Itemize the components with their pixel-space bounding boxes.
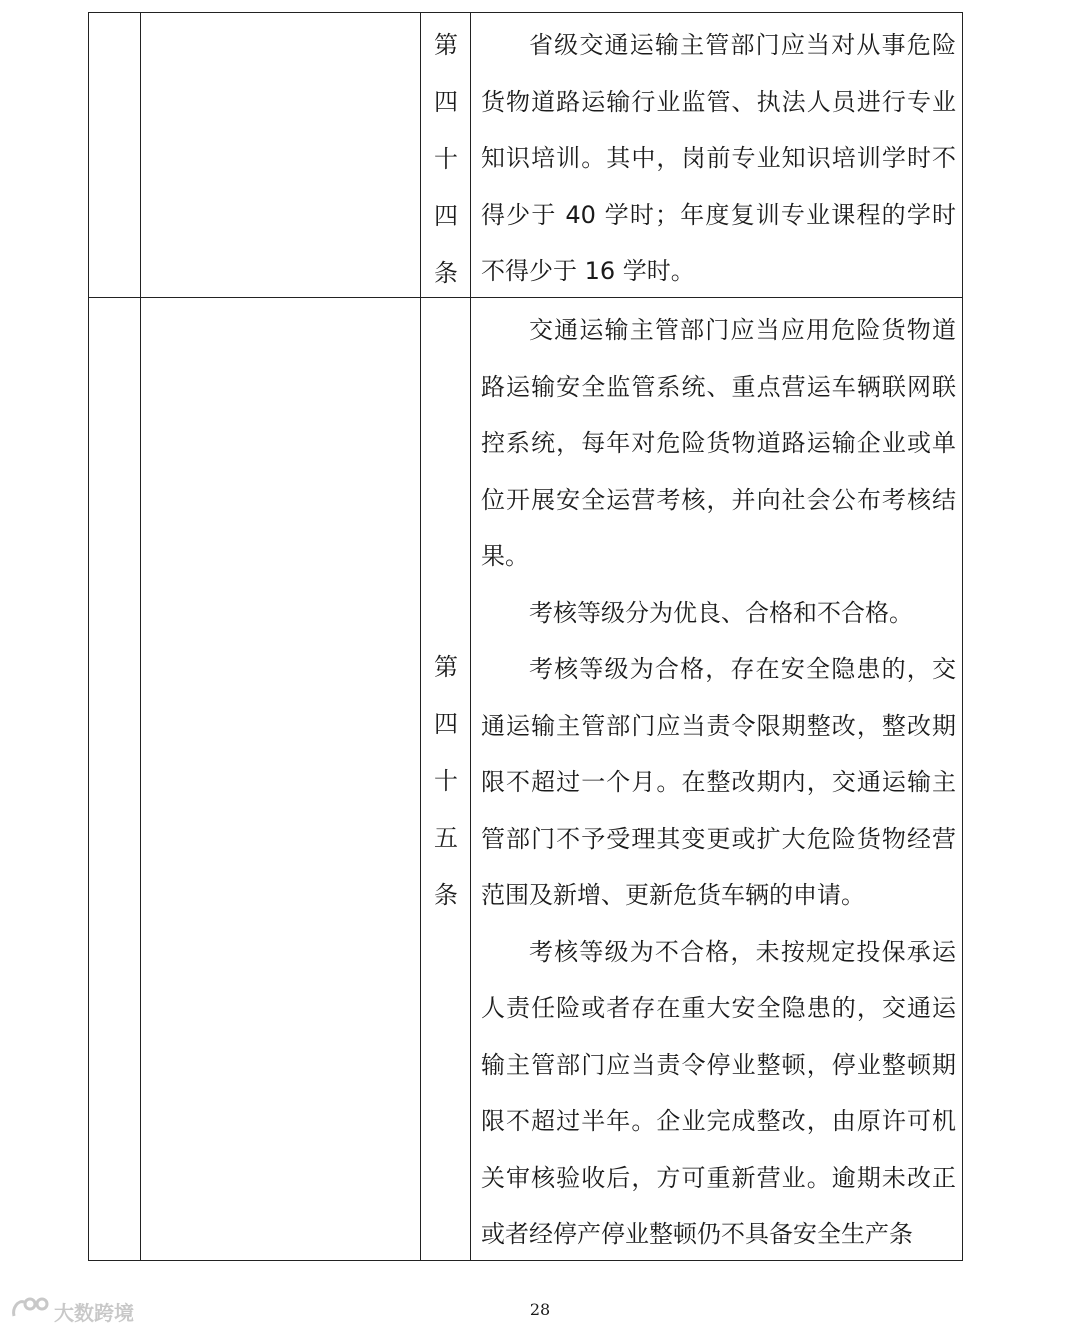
page-number: 28 — [529, 1300, 551, 1319]
paragraph: 考核等级为不合格，未按规定投保承运人责任险或者存在重大安全隐患的，交通运输主管部门应当责令停业整顿，停业整顿期限不超过半年。企业完成整改，由原许可机关审核验收后，方可重新营业。逾期未改正或者经停产停业整顿仍不具备安全生产条 — [481, 937, 956, 1248]
table-row-article-45 — [88, 297, 963, 1261]
paragraph: 省级交通运输主管部门应当对从事危险货物道路运输行业监管、执法人员进行专业知识培训。其中，岗前专业知识培训学时不得少于 40 学时；年度复训专业课程的学时不得少于 16 学时。 — [481, 31, 956, 285]
watermark-text: 大数跨境 — [54, 1301, 134, 1325]
article-label-char: 五 — [434, 824, 458, 852]
article-content — [481, 302, 956, 1263]
article-label-cell — [421, 13, 471, 297]
article-label-cell — [421, 298, 471, 1260]
article-label-char: 条 — [434, 881, 458, 909]
paragraph: 考核等级分为优良、合格和不合格。 — [529, 598, 913, 627]
paragraph: 交通运输主管部门应当应用危险货物道路运输安全监管系统、重点营运车辆联网联控系统，每年对危险货物道路运输企业或单位开展安全运营考核，并向社会公布考核结果。 — [481, 316, 956, 570]
article-label-char: 四 — [434, 710, 458, 738]
regulation-table — [88, 12, 963, 1261]
table-cell-empty-2 — [141, 13, 421, 297]
article-label — [421, 17, 471, 302]
article-label-char: 四 — [434, 88, 458, 116]
article-label-char: 十 — [434, 145, 458, 173]
table-cell-empty-2 — [141, 298, 421, 1260]
article-content-cell — [471, 13, 962, 297]
table-cell-empty-1 — [89, 298, 141, 1260]
article-label — [421, 639, 471, 924]
table-row-article-44 — [88, 12, 963, 298]
article-label-char: 条 — [434, 259, 458, 287]
article-content — [481, 17, 956, 300]
article-label-char: 十 — [434, 767, 458, 795]
article-label-char: 四 — [434, 202, 458, 230]
paragraph: 考核等级为合格，存在安全隐患的，交通运输主管部门应当责令限期整改，整改期限不超过一个月。在整改期内，交通运输主管部门不予受理其变更或扩大危险货物经营范围及新增、更新危货车辆的申请。 — [481, 655, 956, 909]
article-label-char: 第 — [434, 653, 458, 681]
article-label-char: 第 — [434, 31, 458, 59]
table-cell-empty-1 — [89, 13, 141, 297]
article-content-cell — [471, 298, 962, 1260]
